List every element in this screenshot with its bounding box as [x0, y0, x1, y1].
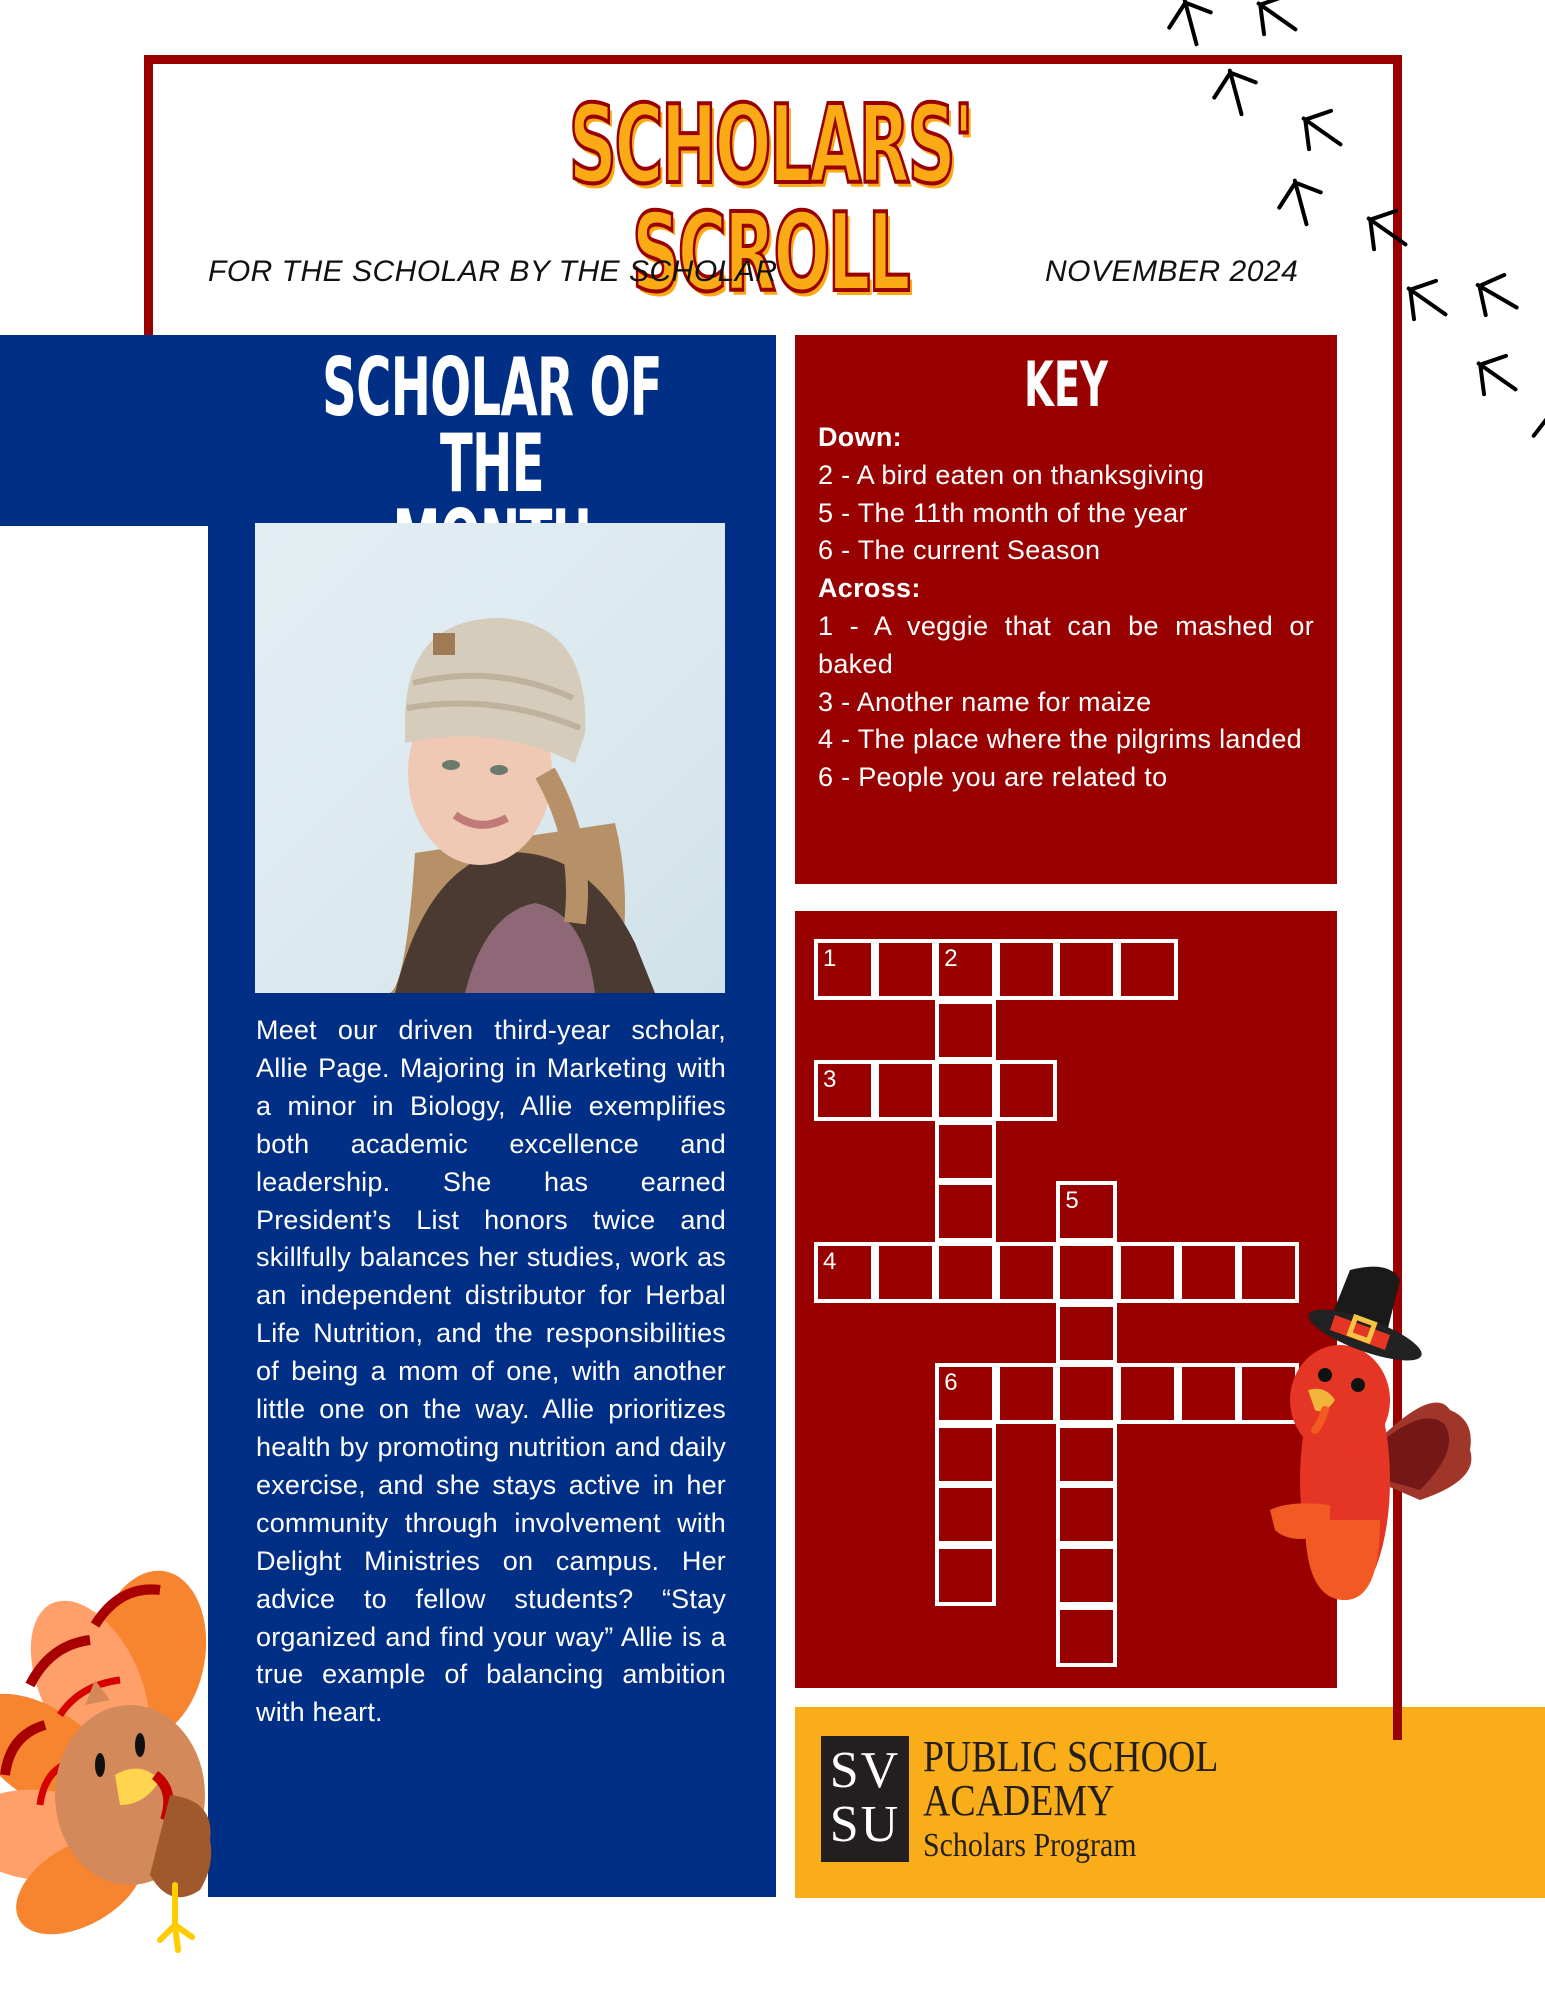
- key-across-label: Across:: [818, 573, 921, 604]
- crossword-cell[interactable]: [814, 939, 875, 1000]
- newsletter-title: SCHOLARS' SCROLL: [568, 83, 972, 316]
- crossword-cell[interactable]: [1178, 1363, 1239, 1424]
- crossword-cell[interactable]: [1056, 1606, 1117, 1667]
- crossword-clue-number: 3: [823, 1066, 837, 1094]
- crossword-clue-number: 4: [823, 1248, 837, 1275]
- crossword-clue-number: 1: [823, 945, 837, 972]
- crossword-cell[interactable]: [1056, 1545, 1117, 1606]
- crossword-cell[interactable]: [1056, 939, 1117, 1000]
- clue-down-6: 6 - The current Season: [818, 535, 1101, 566]
- svsu-logo-banner: [795, 1707, 1545, 1898]
- pilgrim-turkey-icon: [1270, 1260, 1490, 1610]
- crossword-cell[interactable]: [935, 1181, 996, 1242]
- crossword-cell[interactable]: [935, 939, 996, 1000]
- clue-down-5: 5 - The 11th month of the year: [818, 497, 1188, 528]
- turkey-footprint-icon: [1343, 188, 1427, 272]
- crossword-cell[interactable]: [1056, 1424, 1117, 1485]
- crossword-cell[interactable]: [935, 1121, 996, 1182]
- key-title: KEY: [1024, 348, 1108, 421]
- crossword-cell[interactable]: [875, 1242, 936, 1303]
- crossword-clue-number: 5: [1065, 1187, 1079, 1215]
- crossword-cell[interactable]: [935, 1000, 996, 1061]
- turkey-footprint-icon: [1278, 88, 1362, 172]
- tagline: FOR THE SCHOLAR BY THE SCHOLAR: [208, 255, 778, 288]
- crossword-cell[interactable]: [935, 1363, 996, 1424]
- clue-across-1: 1 - A veggie that can be mashed or baked: [818, 610, 1314, 679]
- turkey-footprint-icon: [1153, 0, 1226, 57]
- logo-line-2: ACADEMY: [923, 1776, 1115, 1825]
- clue-down-2: 2 - A bird eaten on thanksgiving: [818, 459, 1205, 490]
- logo-wordmark: [923, 1732, 1267, 1869]
- svsu-logo-mark: [821, 1736, 909, 1862]
- logo-line-3: Scholars Program: [923, 1827, 1137, 1864]
- turkey-cartoon-icon: [0, 1565, 215, 1955]
- crossword-clue-number: 6: [944, 1369, 958, 1397]
- frame-border-top: [144, 55, 1402, 64]
- crossword-cell[interactable]: [935, 1242, 996, 1303]
- logo-line-1: PUBLIC SCHOOL: [923, 1732, 1219, 1781]
- crossword-cell[interactable]: [1056, 1363, 1117, 1424]
- crossword-cell[interactable]: [996, 1242, 1057, 1303]
- crossword-cell[interactable]: [1056, 1181, 1117, 1242]
- key-down-label: Down:: [818, 422, 902, 452]
- crossword-cell[interactable]: [875, 1060, 936, 1121]
- crossword-cell[interactable]: [996, 1363, 1057, 1424]
- turkey-footprint-icon: [1263, 163, 1336, 236]
- portrait-illustration: [255, 523, 725, 993]
- logo-mark-line-1: SV: [829, 1742, 901, 1799]
- scholar-bio: Meet our driven third-year scholar, Allie Page. Majoring in Marketing with a minor in Biology, Allie exemplifies both academic excellence and leadership. She has earned President’s List honors twice and skillfully balances her studies, work as an independent distributor for Herbal Life Nutrition, and the responsibilities of being a mom of one, with another little one on the way. Allie prioritizes health by promoting nutrition and daily exercise, and she stays active in her community through involvement with Delight Ministries on campus. Her advice to fellow students? “Stay organized and find your way” Allie is a true example of balancing ambition with heart.: [256, 1015, 726, 1728]
- title-line-1: SCHOLAR OF THE: [322, 341, 662, 510]
- clue-across-4: 4 - The place where the pilgrims landed: [818, 724, 1302, 755]
- crossword-clue-number: 2: [944, 945, 958, 972]
- crossword-cell[interactable]: [1117, 1363, 1178, 1424]
- crossword-cell[interactable]: [935, 1060, 996, 1121]
- clue-across-3: 3 - Another name for maize: [818, 686, 1152, 717]
- logo-mark-line-2: SU: [829, 1796, 901, 1853]
- turkey-footprint-icon: [1520, 395, 1545, 465]
- issue-date: NOVEMBER 2024: [1045, 255, 1299, 288]
- crossword-cell[interactable]: [875, 939, 936, 1000]
- crossword-cell[interactable]: [814, 1242, 875, 1303]
- turkey-footprint-icon: [1233, 0, 1317, 57]
- crossword-cell[interactable]: [1056, 1303, 1117, 1364]
- crossword-cell[interactable]: [1117, 1242, 1178, 1303]
- crossword-cell[interactable]: [1056, 1242, 1117, 1303]
- scholar-photo: [255, 523, 725, 993]
- crossword-cell[interactable]: [996, 1060, 1057, 1121]
- crossword-cell[interactable]: [935, 1484, 996, 1545]
- crossword-cell[interactable]: [1178, 1242, 1239, 1303]
- crossword-grid-panel: [795, 911, 1337, 1688]
- crossword-cell[interactable]: [935, 1424, 996, 1485]
- crossword-cell[interactable]: [814, 1060, 875, 1121]
- crossword-cell[interactable]: [996, 939, 1057, 1000]
- crossword-cell[interactable]: [1117, 939, 1178, 1000]
- crossword-cell[interactable]: [935, 1545, 996, 1606]
- clue-across-6: 6 - People you are related to: [818, 762, 1168, 793]
- crossword-key-panel: [795, 335, 1337, 884]
- turkey-footprint-icon: [1454, 254, 1536, 336]
- crossword-cell[interactable]: [1056, 1484, 1117, 1545]
